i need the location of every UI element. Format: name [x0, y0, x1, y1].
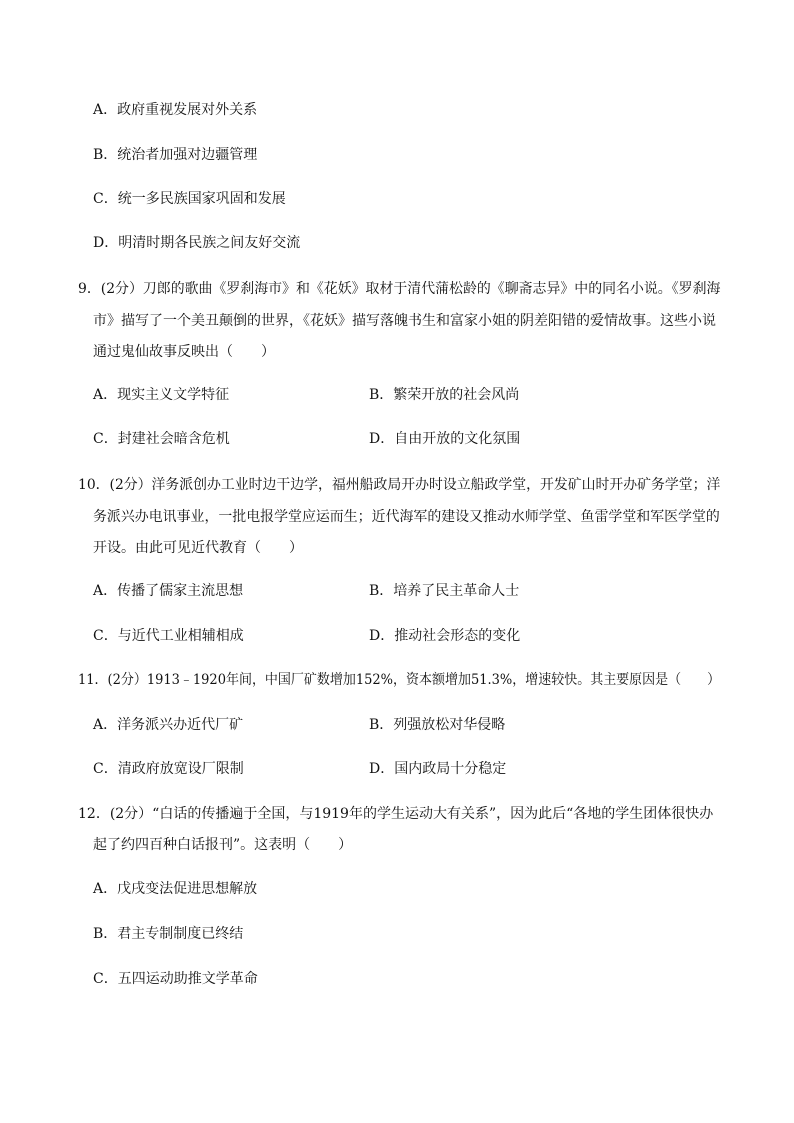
q9-option-c: C．封建社会暗含危机 [93, 431, 230, 447]
q11-option-d: D．国内政局十分稳定 [369, 761, 507, 777]
q12-option-b: B．君主专制制度已终结 [93, 926, 244, 942]
q8-option-b: B．统治者加强对边疆管理 [93, 147, 258, 163]
q8-option-c: C．统一多民族国家巩固和发展 [93, 191, 286, 207]
q9-option-d: D．自由开放的文化氛围 [369, 431, 521, 447]
q12-option-a: A．戊戌变法促进思想解放 [93, 881, 258, 897]
q9-option-b: B．繁荣开放的社会风尚 [369, 387, 520, 403]
q10-option-a: A．传播了儒家主流思想 [93, 583, 244, 599]
q9-option-a: A．现实主义文学特征 [93, 387, 230, 403]
q9-stem-line-2: 市》描写了一个美丑颠倒的世界，《花妖》描写落魄书生和富家小姐的阴差阳错的爱情故事。这些小说 [93, 313, 716, 329]
q10-stem-line-3: 开设。由此可见近代教育（ ） [93, 540, 303, 556]
q8-option-d: D．明清时期各民族之间友好交流 [93, 235, 301, 251]
q12-stem-line-2: 起了约四百种白话报刊”。这表明（ ） [93, 837, 353, 853]
q11-stem-line-1: 11．(2分）1913﹣1920年间，中国厂矿数增加152%，资本额增加51.3%，增速较快。其主要原因是（ ） [78, 672, 721, 688]
q12-stem-line-1: 12．(2分）“白话的传播遍于全国，与1919年的学生运动大有关系”，因为此后“各地的学生团体很快办 [78, 806, 714, 822]
q10-option-c: C．与近代工业相辅相成 [93, 628, 244, 644]
q9-stem-line-1: 9．(2分）刀郎的歌曲《罗刹海市》和《花妖》取材于清代蒲松龄的《聊斋志异》中的同名小说。《罗刹海 [78, 281, 721, 297]
q10-option-d: D．推动社会形态的变化 [369, 628, 521, 644]
q11-option-a: A．洋务派兴办近代厂矿 [93, 717, 244, 733]
q11-option-b: B．列强放松对华侵略 [369, 717, 506, 733]
q11-option-c: C．清政府放宽设厂限制 [93, 761, 244, 777]
q10-stem-line-2: 务派兴办电讯事业，一批电报学堂应运而生；近代海军的建设又推动水师学堂、鱼雷学堂和军医学堂的 [93, 509, 720, 525]
q10-option-b: B．培养了民主革命人士 [369, 583, 520, 599]
q8-option-a: A．政府重视发展对外关系 [93, 102, 258, 118]
q9-stem-line-3: 通过鬼仙故事反映出（ ） [93, 344, 275, 360]
q12-option-c: C．五四运动助推文学革命 [93, 971, 258, 987]
q10-stem-line-1: 10．(2分）洋务派创办工业时边干边学，福州船政局开办时设立船政学堂，开发矿山时开办矿务学堂；洋 [78, 477, 721, 493]
